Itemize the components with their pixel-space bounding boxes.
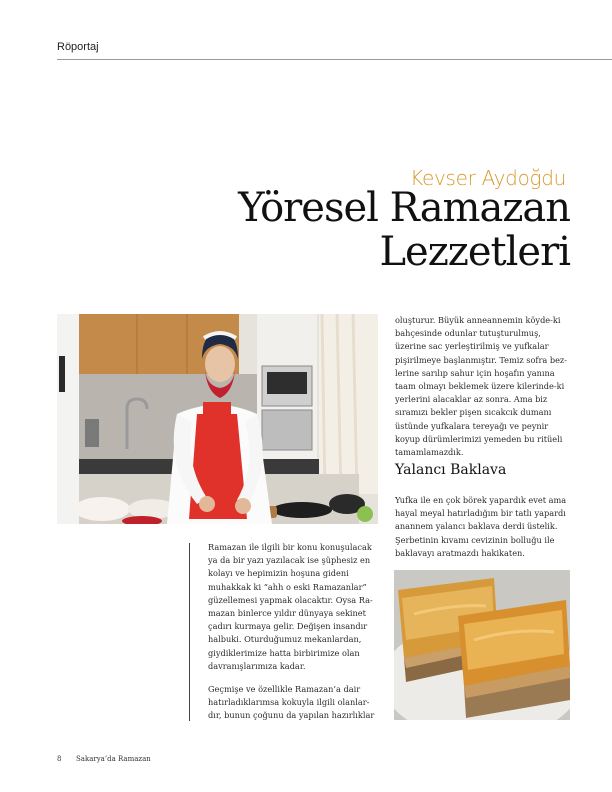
left-column-paragraph-2: Geçmişe ve özellikle Ramazan’a dair hatırladıklarımsa kokuyla ilgili olanlar-dır, bunun çoğunu da yapılan hazırlıklar [208,684,375,721]
kitchen-illustration [57,314,378,524]
section-label: Röportaj [57,41,99,53]
left-column-paragraph-1: Ramazan ile ilgili bir konu konuşulacak ya da bir yazı yazılacak ise şüphesiz en kolayı ve hepimizin hoşuna gideni muhakkak ki “ahh o eski Ramazanlar” güzellemesi yapmak olacaktır. Oysa Ra-mazan binlerce yıldır dünyaya sekinet çadırı kurmaya gelir. Değişen insandır halbuki. Oturduğumuz mekanlardan, giydiklerimize hatta birbirimize olan davranışlarımıza kadar. [208,542,373,671]
title-line-2: Lezzetleri [379,229,570,275]
column-rule [189,543,190,721]
kitchen-photo [57,314,378,524]
header-divider [57,59,612,60]
right-column-paragraph-2: Yufka ile en çok börek yapardık evet ama hayal meyal hatırladığım bir tatlı yapardı anannem yalancı baklava derdi üstelik. Şerbetinin kıvamı cevizinin bolluğu ile baklavayı aratmazdı hakikaten. [395,495,567,558]
title-line-1: Yöresel Ramazan [238,185,570,231]
publication-name: Sakarya’da Ramazan [76,755,151,763]
baklava-illustration [394,570,570,720]
article-title [238,186,570,274]
subheading: Yalancı Baklava [395,462,507,478]
right-column-paragraph-1: oluşturur. Büyük anneannemin köyde-ki bahçesinde odunlar tutuşturulmuş, üzerine sac yerleştirilmiş ve yufkalar pişirilmeye başlanmıştır. Temiz sofra bez-lerine sarılıp sahur için hoşafın yanına taam olmayı beklemek üzere kilerinde-ki yerlerini alacaklar az sonra. Ama biz sıramızı bekler pişen sıcakcık dumanı üstünde yufkalara tereyağı ve peynir koyup dürümlerimizi yemeden bu ritüeli tamamlamazdık. [395,315,568,458]
baklava-photo [394,570,570,720]
author-name: Kevser Aydoğdu [410,166,566,190]
page-number: 8 [57,755,62,763]
